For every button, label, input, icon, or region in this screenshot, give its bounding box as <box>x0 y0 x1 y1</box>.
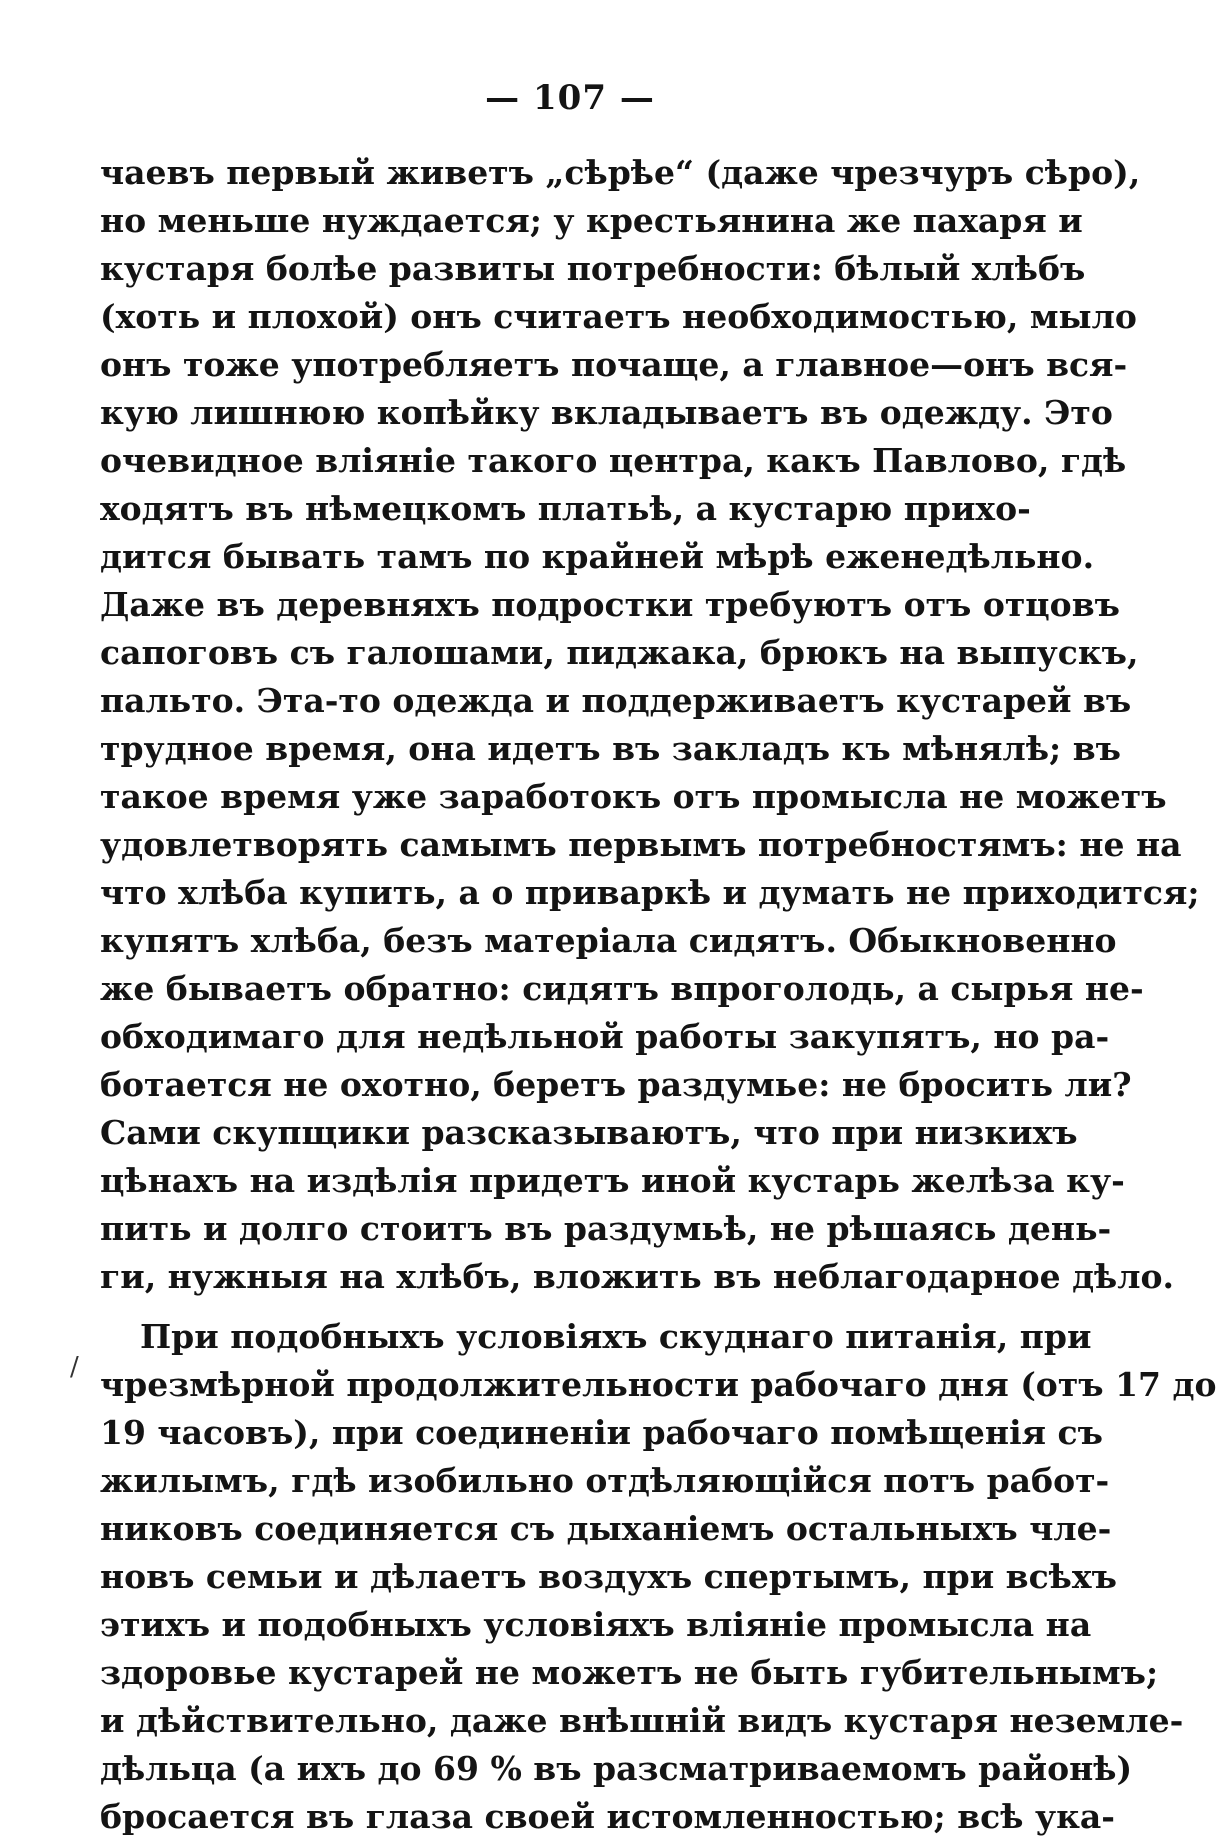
text-line: купятъ хлѣба, безъ матеріала сидятъ. Обыкновенно <box>100 921 1117 960</box>
text-line: чаевъ первый живетъ „сѣрѣе“ (даже чрезчуръ сѣро), <box>100 153 1141 192</box>
text-line: пить и долго стоитъ въ раздумьѣ, не рѣшаясь день- <box>100 1209 1112 1248</box>
text-line: никовъ соединяется съ дыханіемъ остальныхъ чле- <box>100 1509 1112 1548</box>
text-line: ходятъ въ нѣмецкомъ платьѣ, а кустарю прихо- <box>100 489 1031 528</box>
text-line: трудное время, она идетъ въ закладъ къ мѣнялѣ; въ <box>100 729 1121 768</box>
page-number: — 107 — <box>485 78 655 118</box>
text-line: ботается не охотно, беретъ раздумье: не бросить ли? <box>100 1065 1132 1104</box>
text-line: бросается въ глаза своей истомленностью; всѣ ука- <box>100 1797 1115 1836</box>
text-line: Сами скупщики разсказываютъ, что при низкихъ <box>100 1113 1078 1152</box>
text-line: обходимаго для недѣльной работы закупятъ, но ра- <box>100 1017 1110 1056</box>
text-line: цѣнахъ на издѣлія придетъ иной кустарь желѣза ку- <box>100 1161 1125 1200</box>
text-line: что хлѣба купить, а о приваркѣ и думать не приходится; <box>100 873 1200 912</box>
text-line: пальто. Эта-то одежда и поддерживаетъ кустарей въ <box>100 681 1132 720</box>
text-line: жилымъ, гдѣ изобильно отдѣляющійся потъ работ- <box>100 1461 1110 1500</box>
paragraph-1 <box>100 149 1200 1301</box>
body-text <box>100 149 1217 1841</box>
text-line: (хоть и плохой) онъ считаетъ необходимостью, мыло <box>100 297 1137 336</box>
text-line: 19 часовъ), при соединеніи рабочаго помѣщенія съ <box>100 1413 1103 1452</box>
text-line: онъ тоже употребляетъ почаще, а главное—онъ вся- <box>100 345 1128 384</box>
text-line: ги, нужныя на хлѣбъ, вложить въ неблагодарное дѣло. <box>100 1257 1175 1296</box>
text-line: дится бывать тамъ по крайней мѣрѣ еженедѣльно. <box>100 537 1095 576</box>
text-line: этихъ и подобныхъ условіяхъ вліяніе промысла на <box>100 1605 1092 1644</box>
text-line: удовлетворять самымъ первымъ потребностямъ: не на <box>100 825 1182 864</box>
text-line: кустаря болѣе развиты потребности: бѣлый хлѣбъ <box>100 249 1086 288</box>
text-line: кую лишнюю копѣйку вкладываетъ въ одежду. Это <box>100 393 1113 432</box>
paragraph-spacer <box>100 1301 955 1313</box>
text-line: и дѣйствительно, даже внѣшній видъ кустаря неземле- <box>100 1701 1184 1740</box>
text-line: такое время уже заработокъ отъ промысла не можетъ <box>100 777 1167 816</box>
margin-mark: / <box>70 1352 79 1382</box>
text-line: чрезмѣрной продолжительности рабочаго дня (отъ 17 до <box>100 1365 1217 1404</box>
text-line: же бываетъ обратно: сидятъ впроголодь, а сырья не- <box>100 969 1144 1008</box>
text-line: Даже въ деревняхъ подростки требуютъ отъ отцовъ <box>100 585 1120 624</box>
text-line: очевидное вліяніе такого центра, какъ Павлово, гдѣ <box>100 441 1127 480</box>
text-line: здоровье кустарей не можетъ не быть губительнымъ; <box>100 1653 1159 1692</box>
paragraph-2 <box>100 1313 1217 1841</box>
text-line: При подобныхъ условіяхъ скуднаго питанія, при <box>140 1317 1092 1356</box>
text-line: новъ семьи и дѣлаетъ воздухъ спертымъ, при всѣхъ <box>100 1557 1117 1596</box>
text-line: но меньше нуждается; у крестьянина же пахаря и <box>100 201 1083 240</box>
text-line: дѣльца (а ихъ до 69 % въ разсматриваемомъ районѣ) <box>100 1749 1133 1788</box>
text-line: сапоговъ съ галошами, пиджака, брюкъ на выпускъ, <box>100 633 1139 672</box>
